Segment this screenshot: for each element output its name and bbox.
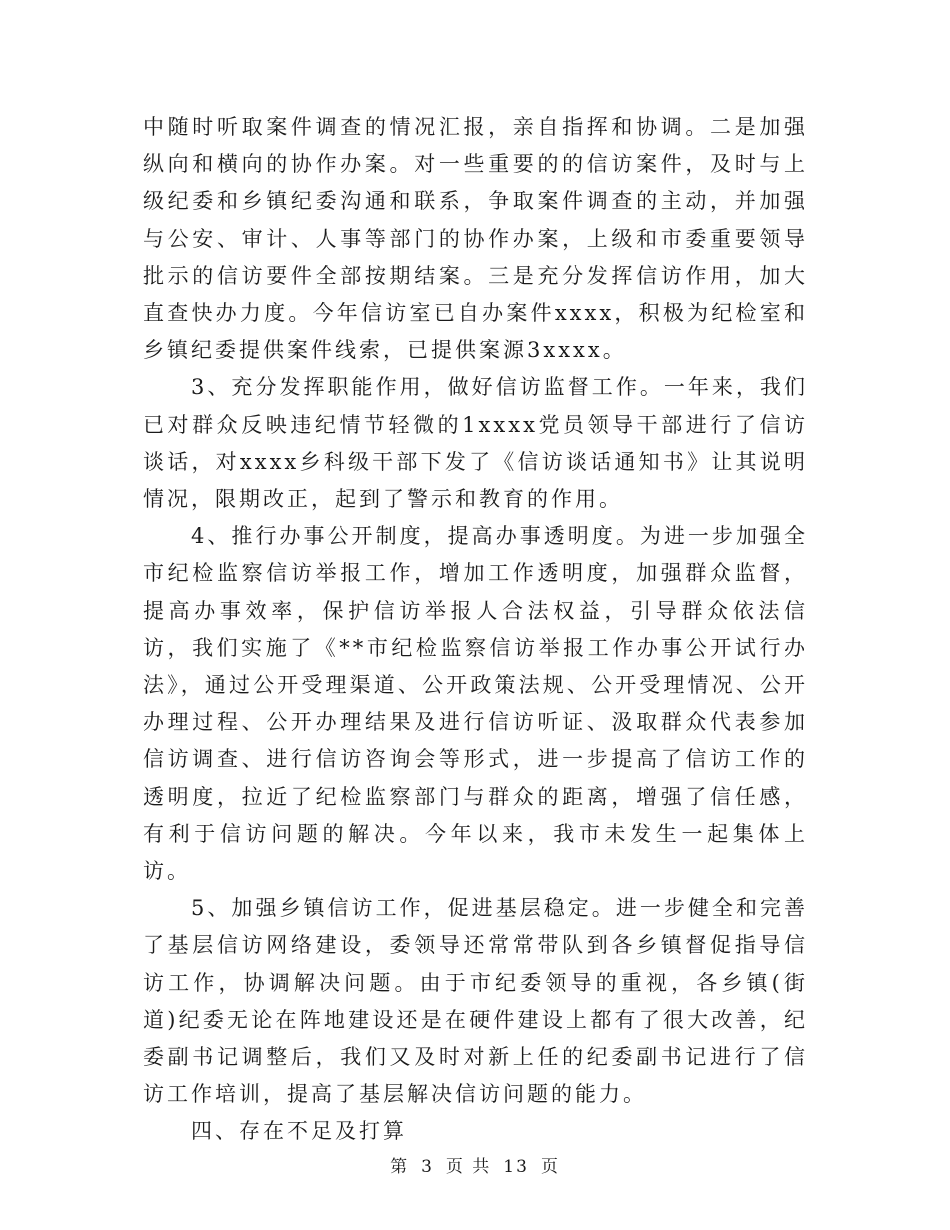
section-heading: 四、存在不足及打算 xyxy=(191,1119,407,1144)
footer-current-page: 3 xyxy=(421,1157,434,1177)
paragraph-item-3: 3、充分发挥职能作用，做好信访监督工作。一年来，我们已对群众反映违纪情节轻微的1xxxx党员领导干部进行了信访谈话，对xxxx乡科级干部下发了《信访谈话通知书》让其说明情况，限期改正，起到了警示和教育的作用。 xyxy=(143,375,808,512)
footer-suffix: 页 xyxy=(540,1157,560,1177)
footer-total-pages: 13 xyxy=(503,1157,529,1177)
paragraph-item-5: 5、加强乡镇信访工作，促进基层稳定。进一步健全和完善了基层信访网络建设，委领导还常常带队到各乡镇督促指导信访工作，协调解决问题。由于市纪委领导的重视，各乡镇(街道)纪委无论在阵地建设还是在硬件建设上都有了很大改善，纪委副书记调整后，我们又及时对新上任的纪委副书记进行了信访工作培训，提高了基层解决信访问题的能力。 xyxy=(143,896,808,1107)
page-footer xyxy=(0,1152,950,1177)
document-body xyxy=(143,109,808,1151)
footer-middle: 页 共 xyxy=(445,1157,492,1177)
paragraph-item-4: 4、推行办事公开制度，提高办事透明度。为进一步加强全市纪检监察信访举报工作，增加工作透明度，加强群众监督，提高办事效率，保护信访举报人合法权益，引导群众依法信访，我们实施了《**市纪检监察信访举报工作办事公开试行办法》，通过公开受理渠道、公开政策法规、公开受理情况、公开办理过程、公开办理结果及进行信访听证、汲取群众代表参加信访调查、进行信访咨询会等形式，进一步提高了信访工作的透明度，拉近了纪检监察部门与群众的距离，增强了信任感，有利于信访问题的解决。今年以来，我市未发生一起集体上访。 xyxy=(143,524,808,884)
footer-prefix: 第 xyxy=(390,1157,410,1177)
paragraph-continuation: 中随时听取案件调查的情况汇报，亲自指挥和协调。二是加强纵向和横向的协作办案。对一些重要的的信访案件，及时与上级纪委和乡镇纪委沟通和联系，争取案件调查的主动，并加强与公安、审计、人事等部门的协作办案，上级和市委重要领导批示的信访要件全部按期结案。三是充分发挥信访作用，加大直查快办力度。今年信访室已自办案件xxxx，积极为纪检室和乡镇纪委提供案件线索，已提供案源3xxxx。 xyxy=(143,115,808,363)
